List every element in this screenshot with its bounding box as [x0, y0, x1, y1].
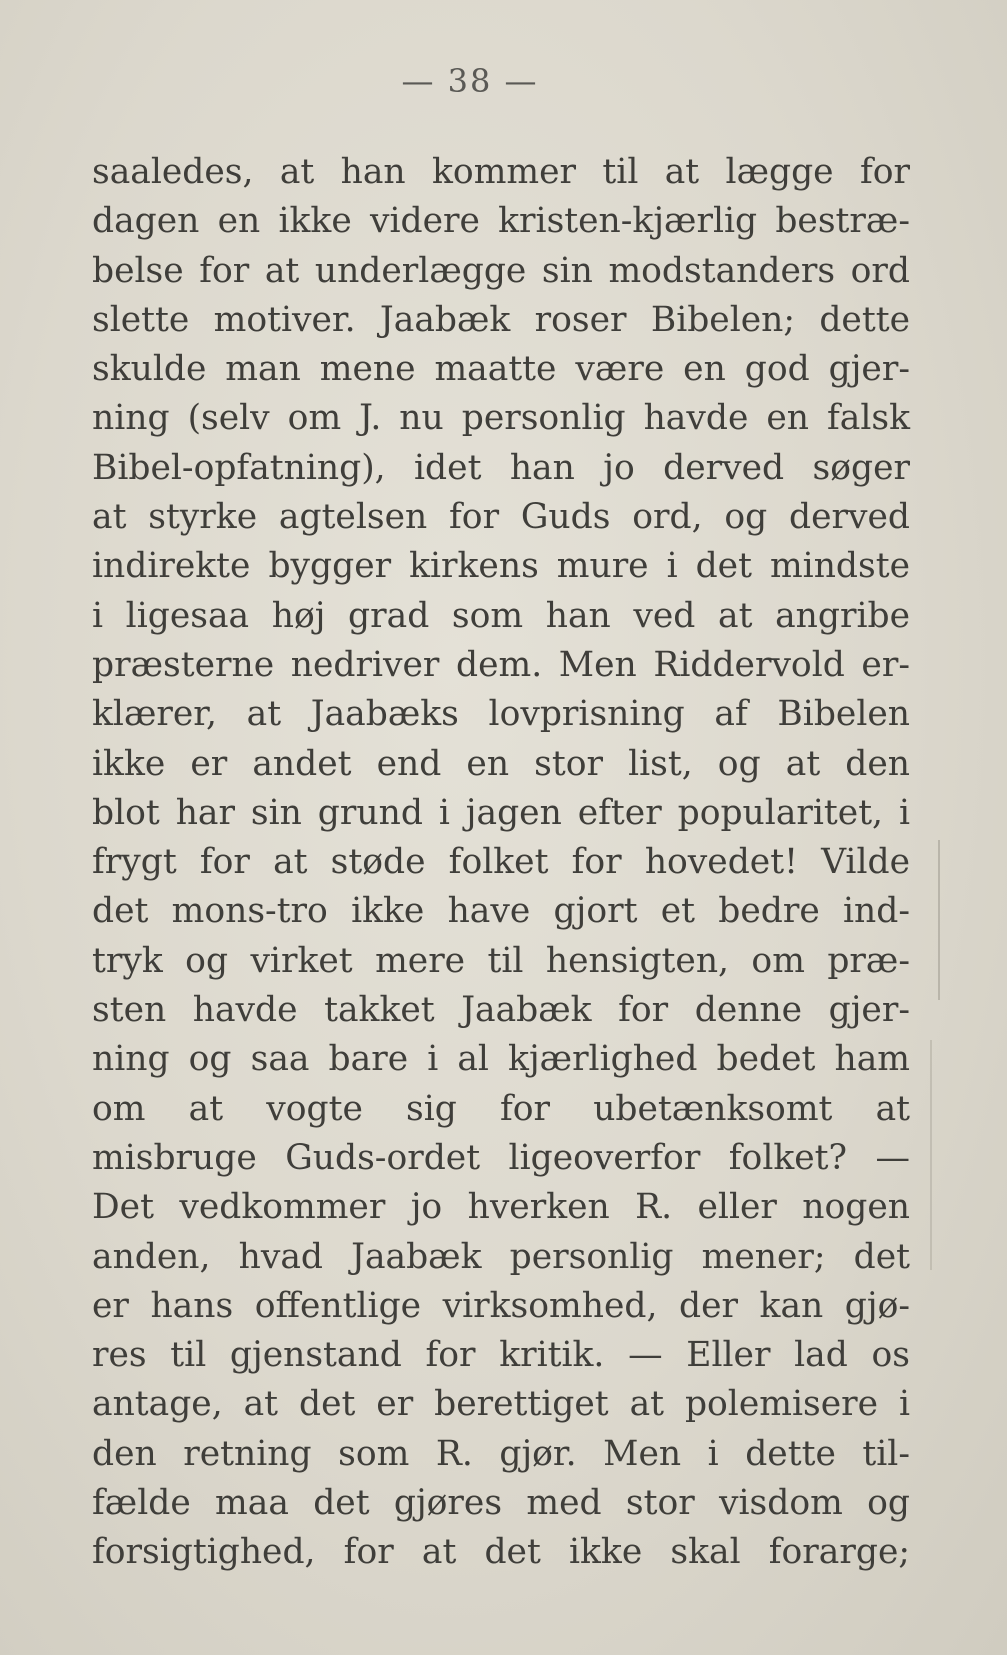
text-line: antage, at det er berettiget at polemisere i [92, 1384, 910, 1425]
body-text [92, 148, 910, 1578]
text-line: det mons-tro ikke have gjort et bedre ind- [92, 891, 910, 932]
page-edge-shadow [930, 1040, 932, 1270]
page-edge-shadow [938, 840, 940, 1000]
text-line: i ligesaa høj grad som han ved at angribe [92, 595, 910, 636]
text-line: at styrke agtelsen for Guds ord, og derved [92, 497, 910, 538]
text-line: klærer, at Jaabæks lovprisning af Bibelen [92, 694, 910, 735]
text-line: saaledes, at han kommer til at lægge for [92, 152, 910, 192]
text-line: frygt for at støde folket for hovedet! Vilde [92, 842, 910, 883]
text-line: præsterne nedriver dem. Men Riddervold er- [92, 644, 910, 685]
text-line: res til gjenstand for kritik. — Eller lad os [92, 1335, 910, 1376]
text-line: ikke er andet end en stor list, og at den [92, 743, 910, 784]
text-line: slette motiver. Jaabæk roser Bibelen; dette [92, 299, 910, 340]
text-line: blot har sin grund i jagen efter popularitet, i [92, 792, 910, 833]
page-number: — 38 — [401, 62, 539, 100]
text-line: sten havde takket Jaabæk for denne gjer- [92, 990, 910, 1031]
text-line: indirekte bygger kirkens mure i det mindste [92, 546, 910, 587]
text-line: er hans offentlige virksomhed, der kan gjø- [92, 1285, 910, 1326]
text-line: om at vogte sig for ubetænksomt at [92, 1088, 910, 1129]
text-line: Bibel-opfatning), idet han jo derved søger [92, 447, 910, 488]
text-line: den retning som R. gjør. Men i dette til- [92, 1433, 910, 1474]
text-line: ning (selv om J. nu personlig havde en falsk [92, 398, 910, 439]
text-line: skulde man mene maatte være en god gjer- [92, 349, 910, 390]
text-line: forsigtighed, for at det ikke skal forarge; [92, 1532, 910, 1573]
text-line: tryk og virket mere til hensigten, om præ- [92, 940, 910, 981]
text-line: belse for at underlægge sin modstanders ord [92, 250, 910, 291]
text-line: fælde maa det gjøres med stor visdom og [92, 1483, 910, 1524]
text-line: misbruge Guds-ordet ligeoverfor folket? — [92, 1137, 910, 1178]
text-line: ning og saa bare i al kjærlighed bedet ham [92, 1039, 910, 1080]
text-line: anden, hvad Jaabæk personlig mener; det [92, 1236, 910, 1277]
text-line: Det vedkommer jo hverken R. eller nogen [92, 1187, 910, 1228]
text-line: dagen en ikke videre kristen-kjærlig bestræ- [92, 201, 910, 242]
